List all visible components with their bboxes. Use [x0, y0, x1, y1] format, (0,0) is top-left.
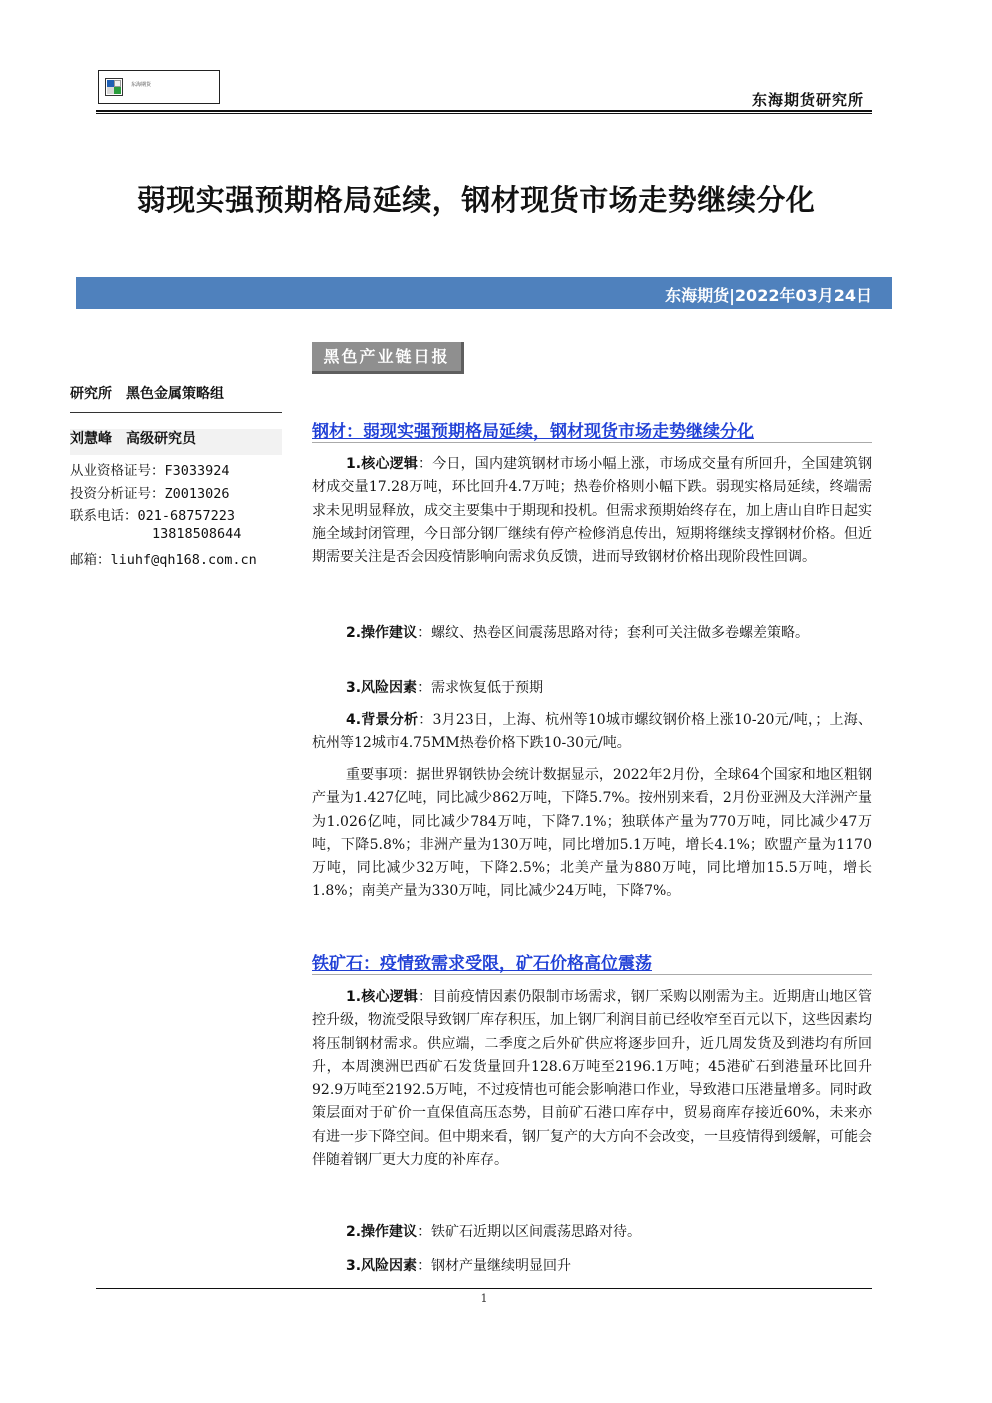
section-heading-steel[interactable]: 钢材：弱现实强预期格局延续，钢材现货市场走势继续分化 — [312, 422, 754, 442]
sidebar-email[interactable]: 邮箱：liuhf@qh168.com.cn — [70, 552, 257, 568]
steel-suggestion-text: ：螺纹、热卷区间震荡思路对待；套利可关注做多卷螺差策略。 — [417, 625, 810, 641]
steel-suggestion-label: 2.操作建议 — [346, 625, 418, 641]
steel-risk — [312, 677, 872, 700]
iron-risk-text: ：钢材产量继续明显回升 — [417, 1258, 572, 1274]
company-logo — [98, 70, 220, 104]
page-title: 弱现实强预期格局延续，钢材现货市场走势继续分化 — [136, 183, 816, 217]
page-number: 1 — [480, 1292, 488, 1305]
iron-suggestion — [312, 1221, 872, 1244]
section-divider-steel — [312, 442, 872, 443]
header-divider-thin — [96, 113, 872, 114]
steel-background — [312, 709, 872, 756]
steel-background-label: 4.背景分析 — [346, 712, 419, 728]
sidebar-phone: 联系电话：021-68757223 — [70, 508, 236, 524]
sidebar-institute: 研究所 黑色金属策略组 — [70, 386, 224, 402]
section-heading-iron-ore[interactable]: 铁矿石：疫情致需求受限，矿石价格高位震荡 — [312, 954, 652, 974]
sidebar-phone-2: 13818508644 — [152, 526, 242, 542]
steel-risk-label: 3.风险因素 — [346, 680, 418, 696]
steel-core-logic-text: ：今日，国内建筑钢材市场小幅上涨，市场成交量有所回升，全国建筑钢材成交量17.28万吨，环比回升4.7万吨；热卷价格则小幅下跌。弱现实格局延续，终端需求未见明显释放，成交主要集中于期现和投机。但需求预期始终存在，加上唐山自昨日起实施全域封闭管理，今日部分钢厂继续有停产检修消息传出，短期将继续支撑钢材价格。但近期需要关注是否会因疫情影响向需求负反馈，进而导致钢材价格出现阶段性回调。 — [312, 456, 873, 566]
footer-divider — [96, 1288, 872, 1289]
iron-risk — [312, 1255, 872, 1278]
iron-risk-label: 3.风险因素 — [346, 1258, 418, 1274]
iron-core-logic — [312, 986, 872, 1172]
steel-core-logic — [312, 453, 872, 569]
steel-risk-text: ：需求恢复低于预期 — [417, 680, 544, 696]
iron-suggestion-label: 2.操作建议 — [346, 1224, 418, 1240]
iron-core-logic-text: ：目前疫情因素仍限制市场需求，钢厂采购以刚需为主。近期唐山地区管控升级，物流受限导致钢厂库存积压，加上钢厂利润目前已经收窄至百元以下，这些因素均将压制钢材需求。供应端，二季度之后外矿供应将逐步回升，近几周发货及到港均有所回升，本周澳洲巴西矿石发货量回升128.6万吨至2196.1万吨；45港矿石到港量环比回升92.9万吨至2192.5万吨，不过疫情也可能会影响港口作业，导致港口压港量增多。同时政策层面对于矿价一直保值高压态势，目前矿石港口库存中，贸易商库存接近60%，未来亦有进一步下降空间。但中期来看，钢厂复产的大方向不会改变，一旦疫情得到缓解，可能会伴随着钢厂更大力度的补库存。 — [312, 989, 873, 1169]
institute-name: 东海期货研究所 — [751, 91, 864, 109]
section-divider-iron-ore — [312, 974, 872, 975]
steel-important-events-text: 重要事项：据世界钢铁协会统计数据显示，2022年2月份，全球64个国家和地区粗钢产量为1.427亿吨，同比减少862万吨，下降5.7%。按州别来看，2月份亚洲及大洋洲产量为1.026亿吨，同比减少784万吨，下降7.1%；独联体产量为770万吨，同比减少47万吨，下降5.8%；非洲产量为130万吨，同比增加5.1万吨，增长4.1%；欧盟产量为1170万吨，同比减少32万吨，下降2.5%；北美产量为880万吨，同比增加15.5万吨，增长1.8%；南美产量为330万吨，同比减少24万吨，下降7%。 — [312, 767, 872, 900]
sidebar-analyst: 刘慧峰 高级研究员 — [70, 429, 282, 455]
steel-background-text: ：3月23日，上海、杭州等10城市螺纹钢价格上涨10-20元/吨，；上海、杭州等12城市4.75MM热卷价格下跌10-30元/吨。 — [312, 712, 872, 752]
steel-important-events — [312, 764, 872, 904]
sidebar-cert: 从业资格证号：F3033924 — [70, 463, 230, 479]
date-bar — [76, 277, 892, 309]
report-date: 东海期货|2022年03月24日 — [665, 286, 872, 305]
logo-text: 东海期货 — [131, 82, 152, 88]
steel-core-logic-label: 1.核心逻辑 — [346, 456, 419, 472]
header-divider — [96, 110, 872, 112]
sidebar-divider — [70, 412, 282, 413]
iron-core-logic-label: 1.核心逻辑 — [346, 989, 419, 1005]
report-type-badge: 黑色产业链日报 — [312, 342, 464, 374]
steel-suggestion — [312, 622, 872, 645]
sidebar-invest-cert: 投资分析证号：Z0013026 — [70, 486, 230, 502]
iron-suggestion-text: ：铁矿石近期以区间震荡思路对待。 — [417, 1224, 642, 1240]
logo-mark-icon — [105, 78, 123, 96]
